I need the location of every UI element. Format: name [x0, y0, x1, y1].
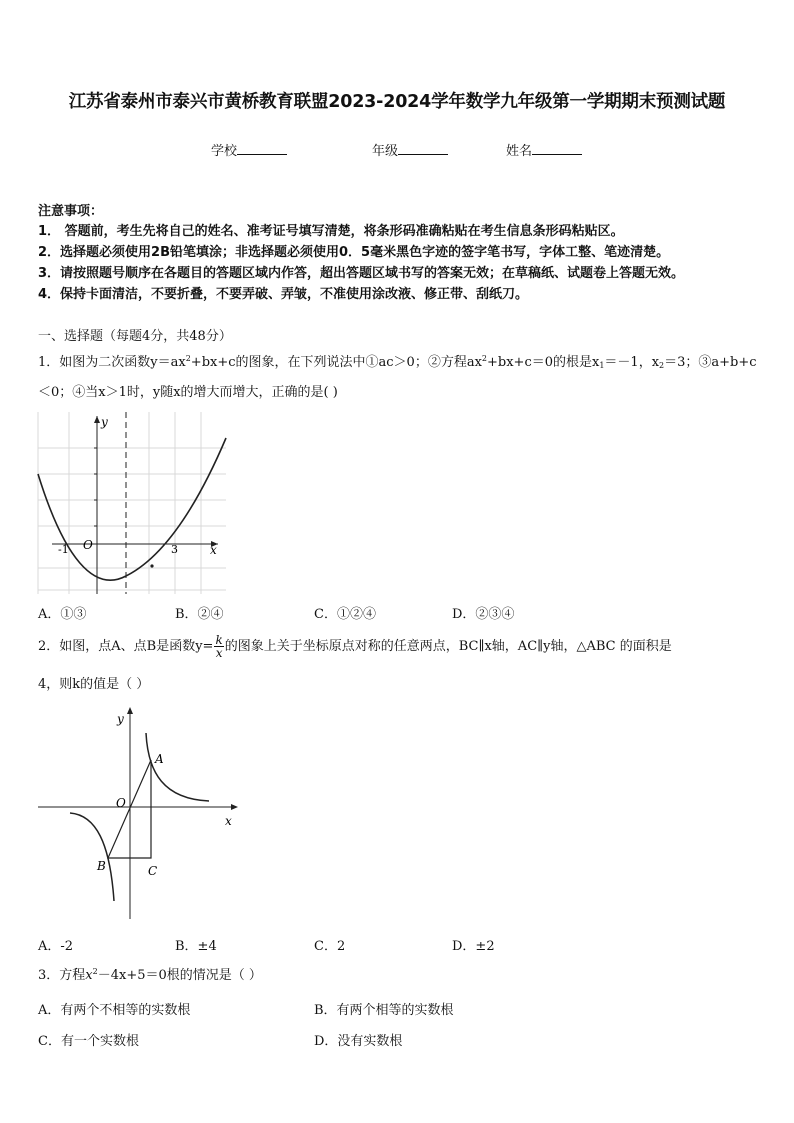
q1-origin-label: O [83, 538, 93, 552]
notice-item: 4．保持卡面清洁，不要折叠，不要弄破、弄皱，不准使用涂改液、修正带、刮纸刀。 [38, 287, 529, 302]
q3-stem [38, 966, 262, 986]
q1-option-a[interactable]: A．①③ [38, 607, 87, 622]
section-heading: 一、选择题（每题4分，共48分） [38, 329, 232, 344]
q1-point [150, 564, 153, 567]
q1-y-label: y [101, 415, 108, 429]
q2-option-a[interactable]: A．-2 [38, 939, 74, 954]
q1-grid [38, 412, 226, 594]
q2-branch-left [70, 813, 114, 901]
q2-hyperbola-graph [34, 703, 244, 925]
grade-label: 年级 [372, 144, 399, 159]
q1-sup: 2 [481, 354, 487, 363]
name-blank [532, 142, 582, 155]
q1-text: ＝－1，x [604, 355, 660, 370]
q2-x-arrow [231, 804, 238, 810]
q1-parabola-graph [34, 408, 230, 598]
q3-math: x [85, 968, 93, 983]
q2-text: 的图象上关于坐标原点对称的任意两点，BC∥x轴，AC∥y轴，△ABC 的面积是 [224, 639, 672, 654]
name-label: 姓名 [506, 144, 533, 159]
grade-blank [398, 142, 448, 155]
q3-option-b[interactable]: B．有两个相等的实数根 [314, 1003, 454, 1018]
exam-title: 江苏省泰州市泰兴市黄桥教育联盟2023-2024学年数学九年级第一学期期末预测试题 [68, 92, 726, 112]
q3-sup: 2 [92, 967, 98, 976]
q2-origin-label: O [116, 796, 126, 810]
q1-parabola-curve [38, 438, 226, 580]
q3-text: －4x+5＝0根的情况是（ ） [97, 968, 262, 983]
q2-fraction-denominator: x [215, 646, 223, 660]
q2-point-c-label: C [148, 864, 158, 878]
q1-sup: 2 [185, 354, 191, 363]
q3-text: 3．方程 [38, 968, 86, 983]
q2-x-label: x [225, 814, 232, 828]
q1-option-d[interactable]: D．②③④ [452, 607, 515, 622]
grade-field [372, 140, 448, 159]
q2-option-b[interactable]: B．±4 [175, 939, 217, 954]
q2-fraction [214, 634, 223, 659]
q1-option-b[interactable]: B．②④ [175, 607, 224, 622]
q2-point-b-label: B [97, 859, 106, 873]
q3-option-a[interactable]: A．有两个不相等的实数根 [38, 1003, 191, 1018]
q1-option-c[interactable]: C．①②④ [314, 607, 376, 622]
q1-text: +bx+c的图象，在下列说法中①ac＞0；②方程ax [190, 355, 482, 370]
name-field [506, 140, 582, 159]
q1-text: +bx+c＝0的根是x [487, 355, 600, 370]
q1-stem-line1 [38, 353, 757, 373]
q1-sub: 1 [599, 361, 605, 370]
q2-y-label: y [117, 712, 124, 726]
q1-tick-3: 3 [171, 543, 178, 556]
q2-option-c[interactable]: C．2 [314, 939, 346, 954]
q2-stem-line1 [38, 632, 672, 662]
q1-sub: 2 [659, 361, 665, 370]
q1-stem-line2: ＜0；④当x＞1时，y随x的增大而增大，正确的是( ) [38, 385, 338, 400]
q1-y-arrow [94, 416, 100, 423]
q2-branch-right [146, 733, 209, 801]
q1-tick-minus1: -1 [58, 543, 69, 556]
q2-fraction-numerator: k [215, 633, 223, 647]
notice-heading: 注意事项： [38, 204, 104, 219]
q2-option-d[interactable]: D．±2 [452, 939, 495, 954]
q2-point-a-label: A [155, 752, 164, 766]
q1-text: 1．如图为二次函数y＝ax [38, 355, 186, 370]
q3-option-d[interactable]: D．没有实数根 [314, 1034, 403, 1049]
notice-item: 2．选择题必须使用2B铅笔填涂；非选择题必须使用0．5毫米黑色字迹的签字笔书写，字体工整、笔迹清楚。 [38, 245, 670, 260]
notice-item: 3．请按照题号顺序在各题目的答题区域内作答，超出答题区域书写的答案无效；在草稿纸、试题卷上答题无效。 [38, 266, 685, 281]
school-blank [237, 142, 287, 155]
notice-item: 1． 答题前，考生先将自己的姓名、准考证号填写清楚，将条形码准确粘贴在考生信息条形码粘贴区。 [38, 224, 624, 239]
q2-y-arrow [127, 707, 133, 714]
school-field [211, 140, 287, 159]
q2-text: 2．如图，点A、点B是函数y= [38, 639, 214, 654]
q2-stem-line2: 4，则k的值是（ ） [38, 677, 150, 692]
q1-text: ＝3；③a+b+c [664, 355, 757, 370]
q1-x-label: x [210, 543, 217, 557]
school-label: 学校 [211, 144, 238, 159]
q3-option-c[interactable]: C．有一个实数根 [38, 1034, 139, 1049]
